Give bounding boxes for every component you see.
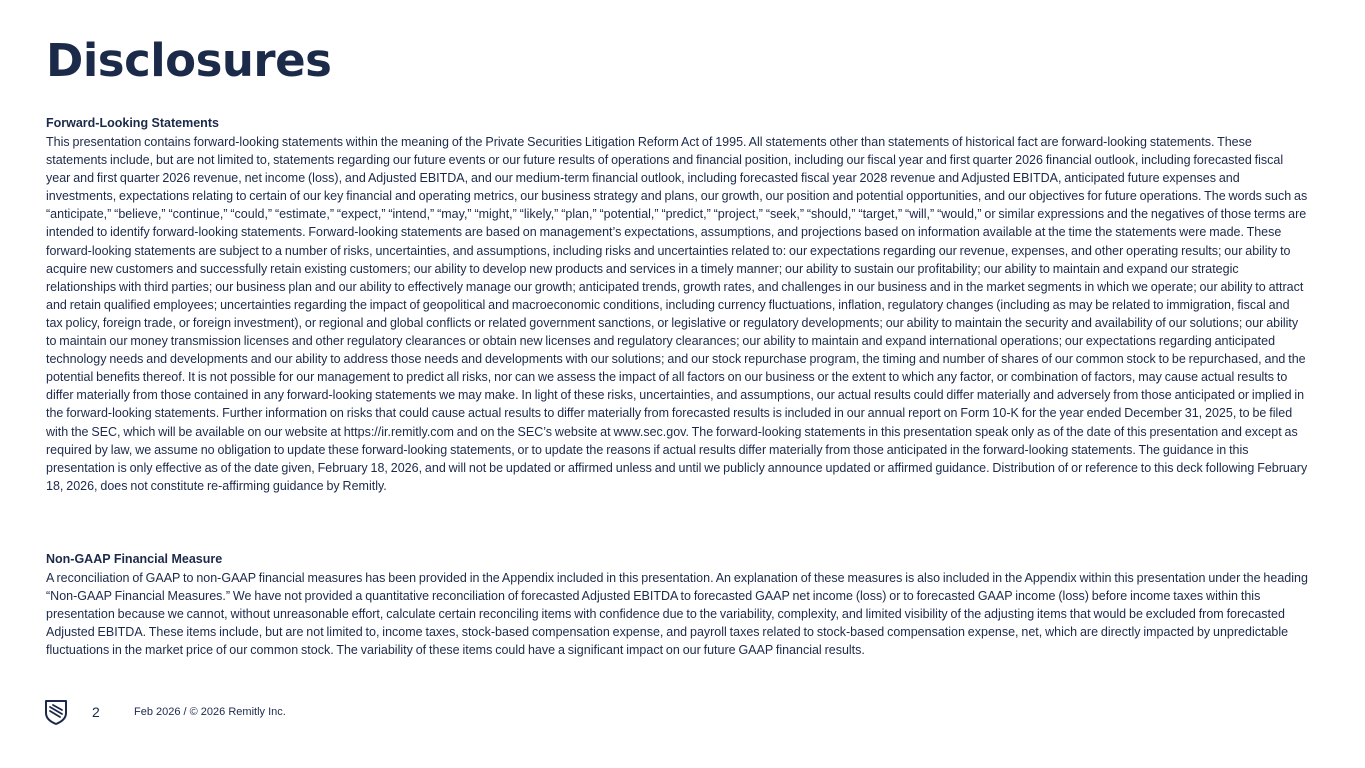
footer — [44, 698, 286, 726]
non-gaap-heading: Non-GAAP Financial Measure — [46, 552, 223, 566]
forward-looking-body: This presentation contains forward-looking statements within the meaning of the Private Securities Litigation Reform Act of 1995. All statements other than statements of historical fact are forward-looking statements. These statements include, but are not limited to, statements regarding our future events or our future results of operations and financial position, including our fiscal year and first quarter 2026 financial outlook, including forecasted fiscal year and first quarter 2026 revenue, net income (loss), and Adjusted EBITDA, and our medium-term financial outlook, including forecasted fiscal year 2028 revenue and Adjusted EBITDA, anticipated future expenses and investments, expectations relating to certain of our key financial and operating metrics, our business strategy and plans, our growth, our position and potential opportunities, and our objectives for future operations. The words such as “anticipate,” “believe,” “continue,” “could,” “estimate,” “expect,” “intend,” “may,” “might,” “likely,” “plan,” “potential,” “predict,” “project,” “seek,” “should,” “target,” “will,” “would,” or similar expressions and the negatives of those terms are intended to identify forward-looking statements. Forward-looking statements are based on management’s expectations, assumptions, and projections based on information available at the time the statements were made. These forward-looking statements are subject to a number of risks, uncertainties, and assumptions, including risks and uncertainties related to: our expectations regarding our revenue, expenses, and other operating results; our ability to acquire new customers and successfully retain existing customers; our ability to develop new products and services in a timely manner; our ability to sustain our profitability; our ability to maintain and expand our strategic relationships with third parties; our business plan and our ability to effectively manage our growth; anticipated trends, growth rates, and challenges in our business and in the market segments in which we operate; our ability to attract and retain qualified employees; uncertainties regarding the impact of geopolitical and macroeconomic conditions, including currency fluctuations, inflation, regulatory changes (including as may be related to immigration, fiscal and tax policy, foreign trade, or foreign investment), or regional and global conflicts or related government sanctions, or legislative or regulatory developments; our ability to maintain the security and availability of our solutions; our ability to maintain our money transmission licenses and other regulatory clearances or obtain new licenses and regulatory clearances; our ability to maintain and expand international operations; our expectations regarding anticipated technology needs and developments and our ability to address those needs and developments with our solutions; and our stock repurchase program, the timing and number of shares of our common stock to be repurchased, and the potential benefits thereof. It is not possible for our management to predict all risks, nor can we assess the impact of all factors on our business or the extent to which any factor, or combination of factors, may cause actual results to differ materially from those contained in any forward-looking statements we may make. In light of these risks, uncertainties, and assumptions, our actual results could differ materially and adversely from those anticipated or implied in the forward-looking statements. Further information on risks that could cause actual results to differ materially from forecasted results is included in our annual report on Form 10-K for the year ended December 31, 2025, to be filed with the SEC, which will be available on our website at https://ir.remitly.com and on the SEC’s website at www.sec.gov. The forward-looking statements in this presentation speak only as of the date of this presentation and except as required by law, we assume no obligation to update these forward-looking statements, or to update the reasons if actual results differ materially from those anticipated in the forward-looking statements. The guidance in this presentation is only effective as of the date given, February 18, 2026, and will not be updated or affirmed unless and until we publicly announce updated or affirmed guidance. Distribution of or reference to this deck following February 18, 2026, does not constitute re-affirming guidance by Remitly. — [46, 135, 1308, 493]
copyright-text: Feb 2026 / © 2026 Remitly Inc. — [134, 706, 286, 718]
page-number: 2 — [92, 704, 100, 720]
page-title: Disclosures — [46, 34, 332, 87]
non-gaap-body: A reconciliation of GAAP to non-GAAP financial measures has been provided in the Appendix included in this presentation. An explanation of these measures is also included in the Appendix within this presentation under the heading “Non-GAAP Financial Measures.” We have not provided a quantitative reconciliation of forecasted Adjusted EBITDA to forecasted GAAP net income (loss) or to forecasted GAAP income (loss) before income taxes within this presentation because we cannot, without unreasonable effort, calculate certain reconciling items with confidence due to the variability, complexity, and limited visibility of the adjusting items that would be excluded from forecasted Adjusted EBITDA. These items include, but are not limited to, income taxes, stock-based compensation expense, and payroll taxes related to stock-based compensation expense, net, which are directly impacted by unpredictable fluctuations in the market price of our common stock. The variability of these items could have a significant impact on our future GAAP financial results. — [46, 571, 1308, 658]
forward-looking-heading: Forward-Looking Statements — [46, 116, 219, 130]
remitly-logo-icon — [44, 699, 68, 725]
